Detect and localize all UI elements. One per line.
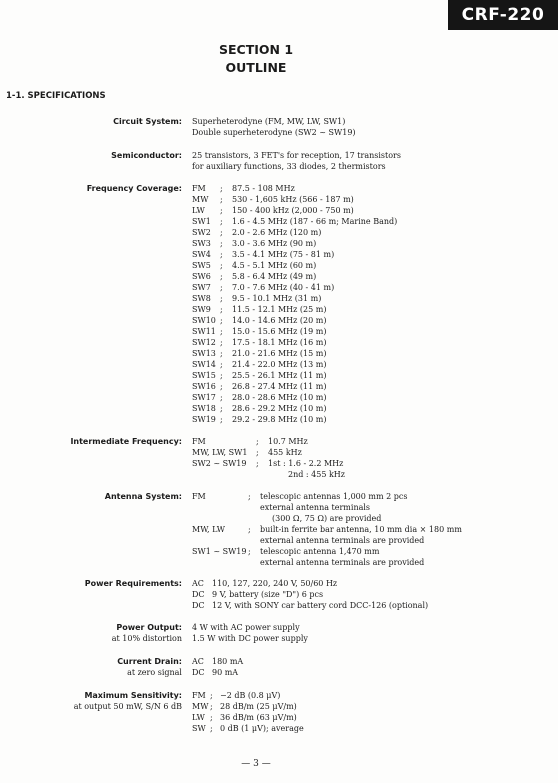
frequency-band: SW13 xyxy=(192,349,216,358)
frequency-sep: ; xyxy=(220,393,223,402)
frequency-band: SW2 xyxy=(192,228,211,237)
antenna-sep: ; xyxy=(248,525,251,534)
frequency-band: SW11 xyxy=(192,327,216,336)
current-value: 90 mA xyxy=(212,668,239,677)
frequency-value: 530 - 1,605 kHz (566 - 187 m) xyxy=(232,195,354,204)
frequency-value: 5.8 - 6.4 MHz (49 m) xyxy=(232,272,317,281)
frequency-band: SW5 xyxy=(192,261,211,270)
frequency-band: SW1 xyxy=(192,217,211,226)
frequency-sep: ; xyxy=(220,239,223,248)
frequency-sep: ; xyxy=(220,272,223,281)
frequency-value: 28.0 - 28.6 MHz (10 m) xyxy=(232,393,327,402)
frequency-value: 14.0 - 14.6 MHz (20 m) xyxy=(232,316,327,325)
if-band: SW2 ~ SW19 xyxy=(192,459,247,468)
power-output-sublabel: at 10% distortion xyxy=(111,634,182,643)
sensitivity-band: MW xyxy=(192,702,209,711)
page-number: — 3 — xyxy=(241,759,271,769)
sensitivity-sep: ; xyxy=(210,702,213,711)
circuit-system-line: Double superheterodyne (SW2 ~ SW19) xyxy=(192,128,356,137)
frequency-value: 3.0 - 3.6 MHz (90 m) xyxy=(232,239,317,248)
model-badge: CRF-220 xyxy=(448,0,558,30)
power-output-value xyxy=(192,622,308,644)
sensitivity-sep: ; xyxy=(210,724,213,733)
frequency-value: 87.5 - 108 MHz xyxy=(232,184,295,193)
section-subtitle: OUTLINE xyxy=(225,60,287,75)
frequency-coverage-label: Frequency Coverage: xyxy=(86,184,182,193)
if-second: 2nd : 455 kHz xyxy=(288,470,345,479)
frequency-value: 2.0 - 2.6 MHz (120 m) xyxy=(232,228,322,237)
frequency-value: 11.5 - 12.1 MHz (25 m) xyxy=(232,305,327,314)
max-sensitivity-label: Maximum Sensitivity: xyxy=(84,691,182,700)
antenna-value: (300 Ω, 75 Ω) are provided xyxy=(272,514,382,523)
semiconductor-line: for auxiliary functions, 33 diodes, 2 thermistors xyxy=(192,162,386,171)
semiconductor-line: 25 transistors, 3 FET's for reception, 17 transistors xyxy=(192,151,401,160)
frequency-sep: ; xyxy=(220,184,223,193)
frequency-value: 21.0 - 21.6 MHz (15 m) xyxy=(232,349,327,358)
antenna-band: MW, LW xyxy=(192,525,225,534)
frequency-sep: ; xyxy=(220,371,223,380)
power-value: 110, 127, 220, 240 V, 50/60 Hz xyxy=(212,579,338,588)
frequency-band: SW6 xyxy=(192,272,211,281)
frequency-value: 3.5 - 4.1 MHz (75 - 81 m) xyxy=(232,250,335,259)
frequency-sep: ; xyxy=(220,415,223,424)
current-value: 180 mA xyxy=(212,657,244,666)
antenna-value: external antenna terminals are provided xyxy=(260,536,425,545)
frequency-sep: ; xyxy=(220,327,223,336)
frequency-value: 28.6 - 29.2 MHz (10 m) xyxy=(232,404,327,413)
antenna-sep: ; xyxy=(248,547,251,556)
if-sep: ; xyxy=(256,448,259,457)
antenna-band: SW1 ~ SW19 xyxy=(192,547,247,556)
frequency-value: 7.0 - 7.6 MHz (40 - 41 m) xyxy=(232,283,335,292)
antenna-system-label: Antenna System: xyxy=(104,492,182,501)
sensitivity-value: 0 dB (1 μV); average xyxy=(220,724,304,733)
power-output-line: 1.5 W with DC power supply xyxy=(192,634,308,643)
frequency-band: SW16 xyxy=(192,382,216,391)
frequency-value: 17.5 - 18.1 MHz (16 m) xyxy=(232,338,327,347)
antenna-sep: ; xyxy=(248,492,251,501)
if-band: FM xyxy=(192,437,206,446)
antenna-value: built-in ferrite bar antenna, 10 mm dia × 180 mm xyxy=(260,525,462,534)
power-type: AC xyxy=(192,579,204,588)
frequency-sep: ; xyxy=(220,294,223,303)
if-sep: ; xyxy=(256,437,259,446)
frequency-sep: ; xyxy=(220,228,223,237)
sensitivity-sep: ; xyxy=(210,713,213,722)
frequency-sep: ; xyxy=(220,404,223,413)
section-title: SECTION 1 xyxy=(218,42,294,57)
power-requirements-label: Power Requirements: xyxy=(84,579,182,588)
frequency-band: FM xyxy=(192,184,206,193)
frequency-band: SW17 xyxy=(192,393,216,402)
sensitivity-band: SW xyxy=(192,724,206,733)
if-value: 10.7 MHz xyxy=(268,437,308,446)
frequency-sep: ; xyxy=(220,338,223,347)
frequency-sep: ; xyxy=(220,382,223,391)
frequency-sep: ; xyxy=(220,349,223,358)
power-value: 12 V, with SONY car battery cord DCC-126 (optional) xyxy=(212,601,429,610)
current-drain-label: Current Drain: xyxy=(117,657,182,666)
frequency-sep: ; xyxy=(220,217,223,226)
frequency-value: 26.8 - 27.4 MHz (11 m) xyxy=(232,382,327,391)
frequency-value: 21.4 - 22.0 MHz (13 m) xyxy=(232,360,327,369)
power-output-line: 4 W with AC power supply xyxy=(192,623,300,632)
frequency-band: SW15 xyxy=(192,371,216,380)
frequency-band: SW7 xyxy=(192,283,211,292)
frequency-band: SW10 xyxy=(192,316,216,325)
frequency-band: SW4 xyxy=(192,250,211,259)
frequency-value: 25.5 - 26.1 MHz (11 m) xyxy=(232,371,327,380)
semiconductor-value xyxy=(192,150,401,172)
frequency-band: SW14 xyxy=(192,360,216,369)
power-value: 9 V, battery (size "D") 6 pcs xyxy=(212,590,324,599)
sensitivity-value: 28 dB/m (25 μV/m) xyxy=(220,702,297,711)
power-type: DC xyxy=(192,601,205,610)
sensitivity-value: −2 dB (0.8 μV) xyxy=(220,691,281,700)
frequency-sep: ; xyxy=(220,250,223,259)
current-type: AC xyxy=(192,657,204,666)
frequency-sep: ; xyxy=(220,283,223,292)
max-sensitivity-sublabel: at output 50 mW, S/N 6 dB xyxy=(73,702,182,711)
frequency-sep: ; xyxy=(220,206,223,215)
subsection-heading: 1-1. SPECIFICATIONS xyxy=(6,91,106,101)
antenna-value: telescopic antennas 1,000 mm 2 pcs xyxy=(260,492,408,501)
frequency-sep: ; xyxy=(220,305,223,314)
frequency-value: 1.6 - 4.5 MHz (187 - 66 m; Marine Band) xyxy=(232,217,398,226)
antenna-value: telescopic antenna 1,470 mm xyxy=(260,547,380,556)
frequency-band: SW9 xyxy=(192,305,211,314)
frequency-value: 9.5 - 10.1 MHz (31 m) xyxy=(232,294,322,303)
frequency-band: MW xyxy=(192,195,209,204)
intermediate-frequency-label: Intermediate Frequency: xyxy=(70,437,182,446)
frequency-sep: ; xyxy=(220,360,223,369)
frequency-value: 4.5 - 5.1 MHz (60 m) xyxy=(232,261,317,270)
frequency-value: 29.2 - 29.8 MHz (10 m) xyxy=(232,415,327,424)
frequency-value: 150 - 400 kHz (2,000 - 750 m) xyxy=(232,206,354,215)
power-type: DC xyxy=(192,590,205,599)
antenna-value: external antenna terminals are provided xyxy=(260,558,425,567)
sensitivity-band: LW xyxy=(192,713,205,722)
frequency-band: SW8 xyxy=(192,294,211,303)
circuit-system-value xyxy=(192,116,356,138)
sensitivity-value: 36 dB/m (63 μV/m) xyxy=(220,713,297,722)
frequency-band: SW18 xyxy=(192,404,216,413)
frequency-sep: ; xyxy=(220,316,223,325)
semiconductor-label: Semiconductor: xyxy=(111,151,182,160)
frequency-sep: ; xyxy=(220,195,223,204)
current-drain-sublabel: at zero signal xyxy=(127,668,182,677)
power-output-label: Power Output: xyxy=(116,623,182,632)
if-value: 1st : 1.6 - 2.2 MHz xyxy=(268,459,344,468)
if-band: MW, LW, SW1 xyxy=(192,448,248,457)
antenna-band: FM xyxy=(192,492,206,501)
circuit-system-label: Circuit System: xyxy=(113,117,182,126)
circuit-system-line: Superheterodyne (FM, MW, LW, SW1) xyxy=(192,117,346,126)
antenna-value: external antenna terminals xyxy=(260,503,371,512)
frequency-band: SW19 xyxy=(192,415,216,424)
frequency-band: SW12 xyxy=(192,338,216,347)
frequency-value: 15.0 - 15.6 MHz (19 m) xyxy=(232,327,327,336)
frequency-sep: ; xyxy=(220,261,223,270)
if-sep: ; xyxy=(256,459,259,468)
sensitivity-sep: ; xyxy=(210,691,213,700)
frequency-band: SW3 xyxy=(192,239,211,248)
frequency-band: LW xyxy=(192,206,205,215)
current-type: DC xyxy=(192,668,205,677)
if-value: 455 kHz xyxy=(268,448,302,457)
sensitivity-band: FM xyxy=(192,691,206,700)
